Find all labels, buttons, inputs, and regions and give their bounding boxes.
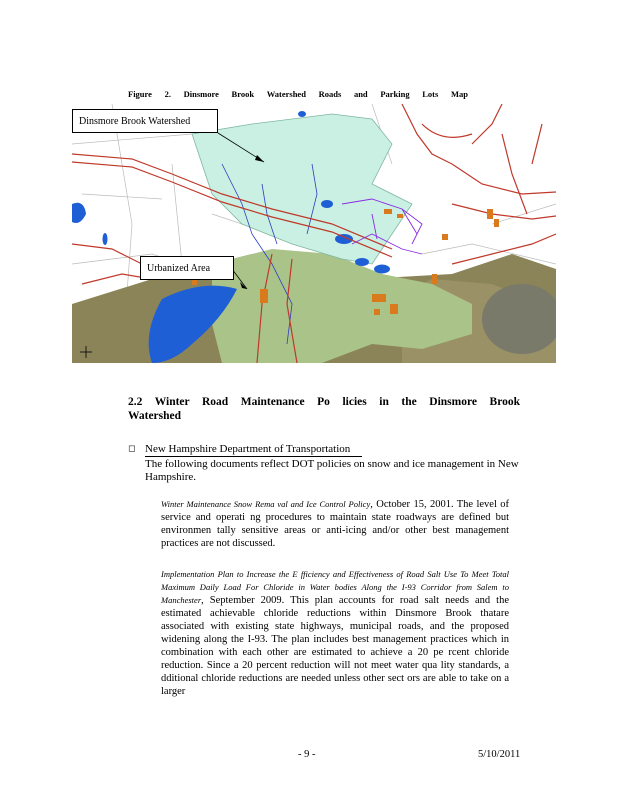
caption-word: Parking xyxy=(380,89,410,99)
caption-word: Map xyxy=(450,89,468,99)
pond xyxy=(321,200,333,208)
subsection-title: New Hampshire Department of Transportation xyxy=(145,443,362,457)
bullet-icon: ◻ xyxy=(128,444,136,454)
caption-word: Brook xyxy=(231,89,255,99)
caption-word: Figure xyxy=(128,89,152,99)
document-title: Winter Maintenance Snow Rema val and Ice Control Policy xyxy=(161,499,371,509)
document-text: , October 15, 2001. The level of service and operati ng procedures to maintain state roadways are defined but environmen tally sensitive areas or anti-icing and/or other best management practices are not discussed. xyxy=(161,499,510,549)
callout-watershed: Dinsmore Brook Watershed xyxy=(72,109,218,133)
page-number: - 9 - xyxy=(298,749,316,760)
watershed-map xyxy=(72,104,556,363)
footer-date: 5/10/2011 xyxy=(478,749,521,760)
section-heading xyxy=(128,395,520,423)
pond xyxy=(374,265,390,274)
document-text: , September 2009. This plan accounts for road salt needs and the estimated achievable chloride reductions within Dinsmore Brook thatare associated with existing state highways, municipal roads, and the proposed widening along the I-93. The plan includes best management practices which in combination with each other are estimated to achieve a 20 pe rcent chloride reduction. Since a 20 percent reduction will not meet water qua lity standards, a dditional chloride reductions are needed unless other sect ors are able to take on a larger xyxy=(161,595,509,697)
caption-word: Dinsmore xyxy=(183,89,219,99)
caption-word: Lots xyxy=(422,89,439,99)
figure-caption xyxy=(128,89,468,99)
pond xyxy=(355,258,369,266)
subsection-nhdot xyxy=(128,443,528,484)
caption-word: Roads xyxy=(318,89,342,99)
document-title: Implementation Plan to Increase the E fficiency and Effectiveness of Road Salt Use To Meet Total Maximum Daily Load For Chloride in Water bodies Along the I-93 Corridor from Salem to Manchester xyxy=(161,569,509,605)
pond xyxy=(298,111,306,117)
subsection-description: The following documents reflect DOT policies on snow and ice management in New Hampshire. xyxy=(145,458,519,483)
caption-word: 2. xyxy=(164,89,171,99)
callout-urbanized-area: Urbanized Area xyxy=(140,256,234,280)
pond xyxy=(103,233,108,245)
document-entry-winter-maintenance xyxy=(161,498,509,550)
section-heading-line2: Watershed xyxy=(128,410,182,422)
section-heading-line1: 2.2 Winter Road Maintenance Po licies in the Dinsmore Brook xyxy=(128,396,520,408)
caption-word: Watershed xyxy=(266,89,306,99)
caption-word: and xyxy=(353,89,368,99)
document-entry-implementation-plan xyxy=(161,568,509,698)
